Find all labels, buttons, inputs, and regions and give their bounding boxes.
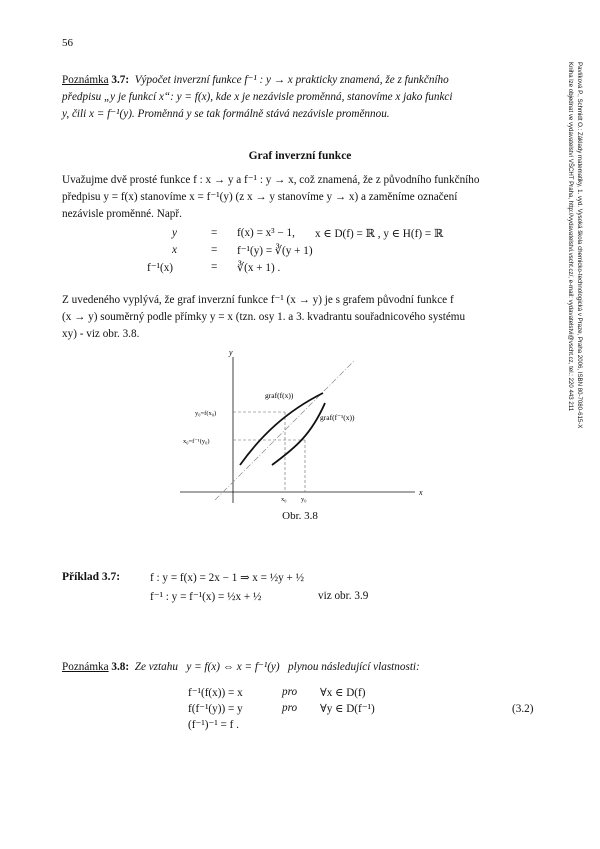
- eq-2-rhs: f⁻¹(y) = ∛(y + 1): [237, 245, 313, 257]
- eq-3-sign: =: [211, 261, 218, 273]
- tick-x0: x₀: [281, 496, 287, 503]
- label-x0: x₀=f⁻¹(y₀): [183, 438, 210, 445]
- example-3-7-label: Příklad 3.7:: [62, 571, 121, 583]
- note-3-8-number: 3.8:: [111, 661, 130, 673]
- conclusion-paragraph: [62, 292, 542, 343]
- note-3-8-label: Poznámka: [62, 661, 109, 673]
- label-graf-f-inverse: graf(f⁻¹(x)): [320, 413, 355, 422]
- intro-line-3: nezávisle proměnné. Např.: [62, 208, 182, 220]
- conclusion-line-2: (x → y) souměrný podle přímky y = x (tzn. osy 1. a 3. kvadrantu souřadnicového systému: [62, 311, 466, 323]
- eq-2-lhs: x: [172, 244, 177, 256]
- conclusion-line-1: Z uvedeného vyplývá, že graf inverzní funkce f⁻¹ (x → y) je s grafem původní funkce f: [62, 294, 454, 306]
- note-3-7-line-1: Výpočet inverzní funkce f⁻¹ : y → x prakticky znamená, že z funkčního: [134, 74, 449, 86]
- figure-caption: Obr. 3.8: [282, 510, 318, 522]
- note-3-7-line-3: y, čili x = f⁻¹(y). Proměnná y se tak formálně stává nezávisle proměnnou.: [62, 108, 390, 120]
- intro-paragraph: [62, 172, 542, 223]
- property-2: f(f⁻¹(y)) = y: [188, 703, 243, 715]
- note-3-8-text-b: y = f(x) ⇔ x = f⁻¹(y): [186, 661, 280, 673]
- label-y0: y₀=f(x₀): [195, 410, 217, 417]
- eq-1-rhs: f(x) = x³ − 1,: [237, 227, 295, 239]
- eq-3-rhs: ∛(x + 1) .: [237, 262, 281, 274]
- y-axis-label: y: [229, 348, 233, 357]
- property-1-pro: pro: [282, 686, 298, 698]
- property-2-condition: ∀y ∈ D(f⁻¹): [320, 703, 375, 715]
- note-3-7-label: Poznámka: [62, 74, 109, 86]
- eq-3-lhs: f⁻¹(x): [147, 262, 174, 274]
- section-heading: Graf inverzní funkce: [248, 150, 352, 162]
- example-3-7-line-1: f : y = f(x) = 2x − 1 ⇒ x = ½y + ½: [150, 572, 305, 584]
- note-3-8: [62, 659, 552, 676]
- side-note-line-1: Pavlíková P., Schmidt O.: Základy matematiky, 1. vyd. Vysoká škola chemicko-technologická v Praze, Praha 2006, ISBN 80-7080-615-X: [576, 62, 583, 429]
- property-1: f⁻¹(f(x)) = x: [188, 687, 243, 699]
- label-graf-f: graf(f(x)): [265, 391, 294, 400]
- eq-1-lhs: y: [172, 227, 177, 239]
- eq-1-sign: =: [211, 227, 218, 239]
- example-3-7-ref: viz obr. 3.9: [318, 590, 369, 602]
- note-3-7: [62, 72, 542, 123]
- note-3-7-number: 3.7:: [111, 74, 130, 86]
- side-note: [558, 62, 588, 582]
- note-3-8-text-c: plynou následující vlastnosti:: [288, 661, 420, 673]
- tick-y0: y₀: [301, 496, 307, 503]
- example-3-7-line-2: f⁻¹ : y = f⁻¹(x) = ½x + ½: [150, 591, 262, 603]
- note-3-8-text-a: Ze vztahu: [134, 661, 178, 673]
- x-axis-label: x: [419, 488, 423, 497]
- intro-line-2: předpisu y = f(x) stanovíme x = f⁻¹(y) (z x → y stanovíme y → x) a zaměníme označení: [62, 191, 458, 203]
- page-number: 56: [62, 37, 73, 49]
- side-note-line-2: Kniha lze objednat ve vydavatelství VŠCHT Praha, http://vydavatelstvi.vscht.cz/, e-mail: vydavatelstvi@vscht.cz, tel.: 220 443 211: [567, 62, 574, 412]
- eq-2-sign: =: [211, 244, 218, 256]
- eq-1-condition: x ∈ D(f) = ℝ , y ∈ H(f) = ℝ: [315, 228, 444, 240]
- property-3: (f⁻¹)⁻¹ = f .: [188, 719, 239, 731]
- conclusion-line-3: xy) - viz obr. 3.8.: [62, 328, 140, 340]
- figure-3-8: [165, 345, 435, 505]
- note-3-7-line-2: předpisu „y je funkcí x“: y = f(x), kde x je nezávisle proměnná, stanovíme x jako funkci: [62, 91, 453, 103]
- equation-number: (3.2): [512, 703, 534, 715]
- property-2-pro: pro: [282, 702, 298, 714]
- property-1-condition: ∀x ∈ D(f): [320, 687, 366, 699]
- intro-line-1: Uvažujme dvě prosté funkce f : x → y a f⁻¹ : y → x, což znamená, že z původního funkčního: [62, 174, 480, 186]
